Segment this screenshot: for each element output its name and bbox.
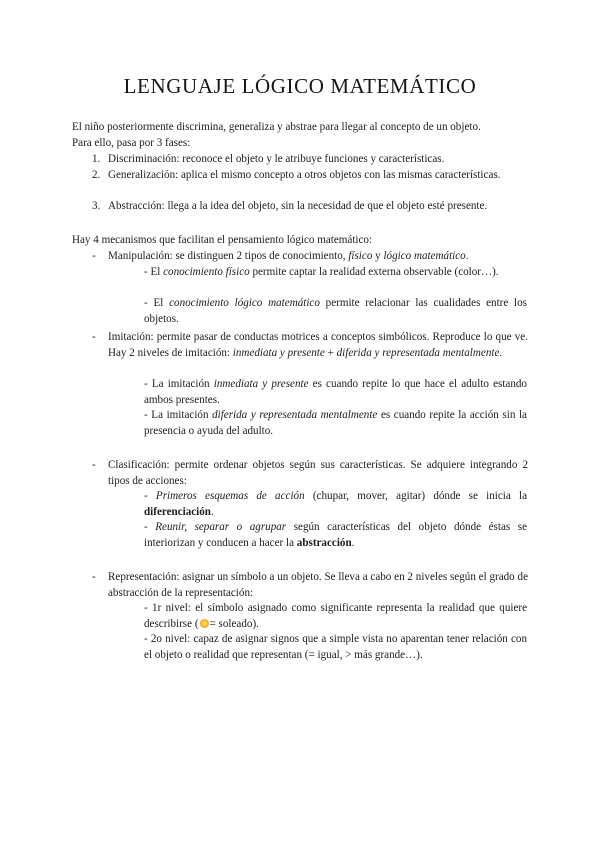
phase-item: Generalización: aplica el mismo concepto a otros objetos con las mismas características. <box>108 169 501 181</box>
manipulacion-sub-1 <box>144 265 527 281</box>
phase-number: 3. <box>92 200 101 212</box>
text-segment: (chupar, mover, agitar) dónde se inicia la <box>304 490 527 502</box>
phase-number: 2. <box>92 169 101 181</box>
page-title: LENGUAJE LÓGICO MATEMÁTICO <box>123 74 477 98</box>
manipulacion-sub-2 <box>144 296 527 327</box>
mechanisms-intro: Hay 4 mecanismos que facilitan el pensamiento lógico matemático: <box>72 234 373 246</box>
text-segment: + <box>324 346 337 359</box>
text-segment: - <box>144 490 156 502</box>
imitacion-sub-2 <box>144 408 527 439</box>
text-segment-italic: diferida y representada mentalmente <box>212 409 378 421</box>
text-segment: permite relacionar las cualidades entre los objetos. <box>144 297 527 325</box>
text-segment: - La imitación <box>144 409 213 421</box>
manipulacion-end: . <box>465 250 469 262</box>
manipulacion-lead: Manipulación: se distinguen 2 tipos de conocimiento, <box>108 250 349 262</box>
text-segment-italic: conocimiento físico <box>163 266 250 278</box>
text-segment: - 1r nivel: el símbolo asignado como significante representa la realidad que quiere describirse ( <box>144 602 527 630</box>
bullet-dash: - <box>92 459 96 471</box>
text-segment: - La imitación <box>144 378 214 390</box>
clasificacion-item: Clasificación: permite ordenar objetos según sus características. Se adquiere integrando 2 tipos de acciones: <box>108 459 528 487</box>
phase-number: 1. <box>92 153 101 165</box>
representacion-sub-1 <box>144 601 527 632</box>
text-segment-bold: diferenciación <box>144 505 211 518</box>
bullet-dash: - <box>92 571 96 583</box>
text-segment: es cuando repite lo que hace el adulto estando ambos presentes. <box>144 378 527 406</box>
text-segment: . <box>210 505 214 518</box>
text-segment-italic: conocimiento lógico matemático <box>169 297 320 309</box>
imitacion-item <box>108 330 528 361</box>
intro-paragraph <box>72 120 532 151</box>
manipulacion-item <box>108 249 538 265</box>
text-segment: es cuando repite la acción sin la presencia o ayuda del adulto. <box>144 409 527 437</box>
bullet-dash: - <box>92 250 96 262</box>
text-segment-italic: Primeros esquemas de acción <box>155 490 305 502</box>
text-segment: - El <box>144 297 170 309</box>
text-segment-italic: inmediata y presente <box>213 378 309 390</box>
manipulacion-and: y <box>372 250 384 262</box>
text-segment-italic: inmediata y presente <box>232 346 325 359</box>
text-segment: = soleado). <box>209 617 259 630</box>
phase-item: Discriminación: reconoce el objeto y le atribuye funciones y características. <box>108 153 445 165</box>
representacion-item: Representación: asignar un símbolo a un objeto. Se lleva a cabo en 2 niveles según el grado de abstracción de la representación: <box>108 571 528 599</box>
text-segment: - El <box>144 266 164 278</box>
bullet-dash: - <box>92 331 96 343</box>
manipulacion-term-2: lógico matemático <box>383 250 466 262</box>
text-segment: . <box>499 346 503 359</box>
text-segment: Imitación: permite pasar de conductas motrices a conceptos simbólicos. Reproduce lo que ve. Hay 2 niveles de imitación: <box>108 331 528 359</box>
clasificacion-sub-1 <box>144 489 527 520</box>
sun-icon <box>200 619 209 628</box>
representacion-sub-2: - 2o nivel: capaz de asignar signos que a simple vista no aparentan tener relación con el objeto o realidad que representan (= igual, > más grande…). <box>144 633 527 661</box>
intro-line-2: Para ello, pasa por 3 fases: <box>72 136 191 149</box>
text-segment: . <box>351 536 355 549</box>
phase-item: Abstracción: llega a la idea del objeto, sin la necesidad de que el objeto esté presente. <box>108 200 488 212</box>
clasificacion-sub-2 <box>144 520 527 551</box>
imitacion-sub-1 <box>144 377 527 408</box>
text-segment-italic: Reunir, separar o agrupar <box>155 521 287 533</box>
text-segment: según características del objeto dónde éstas se interiorizan y conducen a hacer la <box>144 521 527 549</box>
text-segment-italic: diferida y representada mentalmente <box>336 346 500 359</box>
text-segment: - <box>144 521 156 533</box>
intro-line-1: El niño posteriormente discrimina, generaliza y abstrae para llegar al concepto de un objeto. <box>72 121 481 133</box>
text-segment-bold: abstracción <box>296 536 352 549</box>
manipulacion-term-1: físico <box>348 250 373 262</box>
text-segment: permite captar la realidad externa observable (color…). <box>249 266 499 278</box>
